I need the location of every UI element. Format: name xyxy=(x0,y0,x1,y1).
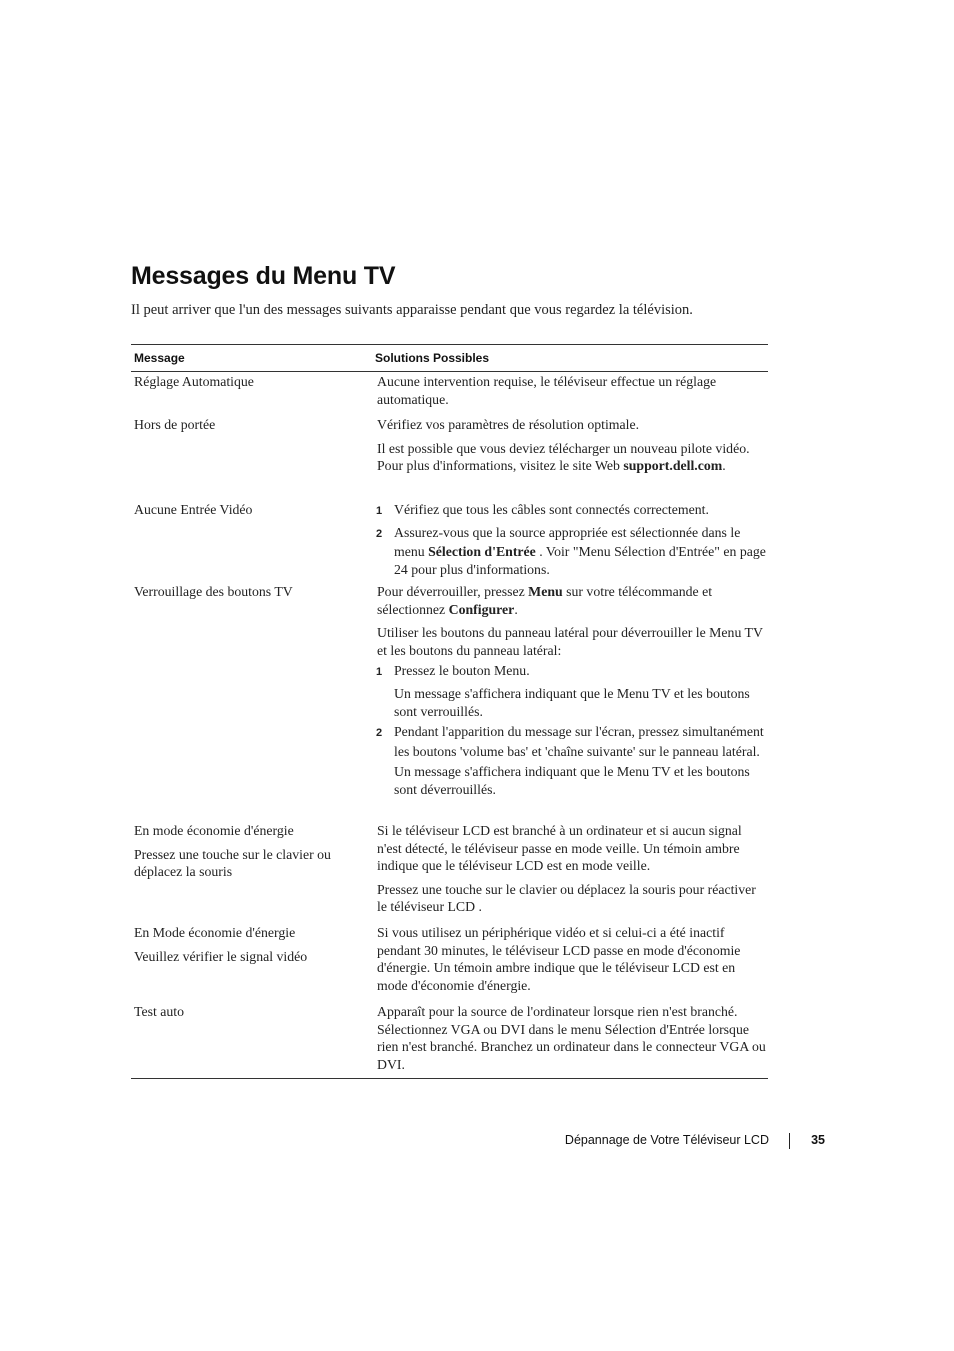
footer-divider xyxy=(789,1133,790,1149)
table-header-row xyxy=(131,345,768,372)
messages-table xyxy=(131,344,768,1079)
solution-cell: Apparaît pour la source de l'ordinateur lorsque rien n'est branché. Sélectionnez VGA ou DVI dans le menu Sélection d'Entrée lorsque rien n'est branché. Branchez un ordinateur dans le connecteur VGA ou DVI. xyxy=(377,1004,766,1072)
step-text: Pressez le bouton Menu. xyxy=(394,663,530,679)
header-solutions: Solutions Possibles xyxy=(375,351,490,365)
solution-cell xyxy=(377,440,767,475)
message-cell: Hors de portée xyxy=(134,417,216,432)
page-number: 35 xyxy=(811,1133,825,1147)
menu-name: Sélection d'Entrée xyxy=(428,544,536,560)
menu-key: Menu xyxy=(528,584,563,599)
message-cell: Pressez une touche sur le clavier ou déplacez la souris xyxy=(134,846,331,880)
solution-cell: Pressez une touche sur le clavier ou déplacez la souris pour réactiver le téléviseur LCD . xyxy=(377,881,756,915)
step-text: Pendant l'apparition du message sur l'écran, pressez simultanément les boutons 'volume bas' et 'chaîne suivante' sur le panneau latéral. xyxy=(394,724,764,759)
step-text-end: . Voir "Menu Sélection d'Entrée" en page 24 pour plus d'informations. xyxy=(394,544,766,577)
message-cell: Réglage Automatique xyxy=(134,374,254,389)
step-note: Un message s'affichera indiquant que le Menu TV et les boutons sont déverrouillés. xyxy=(394,764,750,797)
solution-text-end: . xyxy=(722,458,726,474)
configure-key: Configurer xyxy=(448,601,515,617)
message-cell: Aucune Entrée Vidéo xyxy=(134,502,253,517)
step-item xyxy=(377,524,767,579)
solution-text: sur votre télécommande et sélectionnez xyxy=(377,584,713,617)
solution-text: Il est possible que vous deviez télécharger un nouveau pilote vidéo. Pour plus d'informations, visitez le site Web xyxy=(377,440,750,474)
header-message: Message xyxy=(134,351,185,365)
step-note: Un message s'affichera indiquant que le Menu TV et les boutons sont verrouillés. xyxy=(394,685,750,719)
solution-cell: Vérifiez vos paramètres de résolution optimale. xyxy=(377,417,640,432)
step-item xyxy=(377,662,767,682)
solution-text: Pour déverrouiller, pressez xyxy=(377,584,529,599)
support-link-text: support.dell.com xyxy=(623,458,723,474)
solution-cell xyxy=(377,583,767,618)
message-cell: En Mode économie d'énergie xyxy=(134,925,296,940)
message-cell: Verrouillage des boutons TV xyxy=(134,584,293,599)
message-cell: En mode économie d'énergie xyxy=(134,823,294,838)
step-number: 2 xyxy=(376,527,383,540)
solution-text-end: . xyxy=(514,601,518,617)
message-cell: Veuillez vérifier le signal vidéo xyxy=(134,948,308,964)
step-number: 1 xyxy=(376,505,383,517)
solution-cell: Si le téléviseur LCD est branché à un ordinateur et si aucun signal n'est détecté, le téléviseur passe en mode veille. Un témoin ambre indique que le téléviseur LCD est en mode veille. xyxy=(377,823,742,874)
solution-cell: Utiliser les boutons du panneau latéral pour déverrouiller le Menu TV et les boutons du panneau latéral: xyxy=(377,625,763,658)
step-item xyxy=(377,501,767,521)
step-text: Vérifiez que tous les câbles sont connectés correctement. xyxy=(394,502,709,517)
solution-cell: Aucune intervention requise, le téléviseur effectue un réglage automatique. xyxy=(377,374,717,407)
message-cell: Test auto xyxy=(134,1004,184,1019)
step-item xyxy=(377,723,767,760)
solution-cell: Si vous utilisez un périphérique vidéo et si celui-ci a été inactif pendant 30 minutes, le téléviseur LCD passe en mode d'économie d'énergie. Un témoin ambre indique que le téléviseur LCD est en mode d'économie d'énergie. xyxy=(377,925,741,993)
step-number: 1 xyxy=(376,666,383,679)
step-number: 2 xyxy=(376,727,383,740)
step-text: Assurez-vous que la source appropriée est sélectionnée dans le menu xyxy=(394,524,741,560)
footer-section-title: Dépannage de Votre Téléviseur LCD xyxy=(564,1133,769,1147)
page-title: Messages du Menu TV xyxy=(131,262,396,290)
intro-paragraph: Il peut arriver que l'un des messages suivants apparaisse pendant que vous regardez la télévision. xyxy=(131,302,693,318)
